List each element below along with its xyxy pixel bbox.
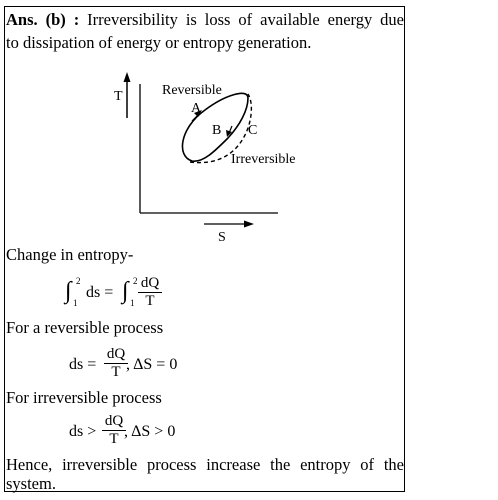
point-a-label: A xyxy=(191,101,202,116)
eq1-left: ds = xyxy=(86,284,114,301)
eq1-denominator: T xyxy=(138,292,162,310)
eq2-left: ds = xyxy=(69,356,97,373)
eq2-right: , ΔS = 0 xyxy=(126,356,178,373)
integral-1-upper: 2 xyxy=(76,276,81,286)
eq2-numerator: dQ xyxy=(106,346,126,362)
eq3-right: , ΔS > 0 xyxy=(124,423,176,440)
answer-prefix: Ans. (b) : xyxy=(6,10,80,29)
integral-2-lower: 1 xyxy=(130,298,135,308)
integral-2-upper: 2 xyxy=(133,276,138,286)
point-b-label: B xyxy=(212,123,222,138)
eq3-fraction xyxy=(102,413,126,448)
x-axis-label: S xyxy=(218,230,226,245)
change-in-entropy-heading: Change in entropy- xyxy=(6,245,134,264)
eq2-fraction xyxy=(104,346,128,381)
integral-sign-1: ∫ xyxy=(65,278,72,304)
reversible-heading: For a reversible process xyxy=(6,318,164,337)
point-c-label: C xyxy=(248,123,258,138)
integral-sign-2: ∫ xyxy=(122,278,129,304)
eq3-numerator: dQ xyxy=(104,413,124,429)
eq3-left: ds > xyxy=(69,423,97,440)
reversible-label: Reversible xyxy=(162,83,222,98)
irreversible-heading: For irreversible process xyxy=(6,388,162,407)
eq3-denominator: T xyxy=(102,430,126,448)
eq1-fraction xyxy=(138,275,162,310)
answer-line-2: to dissipation of energy or entropy generation. xyxy=(6,33,312,52)
answer-line-1-text: Irreversibility is loss of available energy due xyxy=(87,10,404,29)
eq1-numerator: dQ xyxy=(140,275,160,291)
integral-1-lower: 1 xyxy=(73,298,78,308)
conclusion-line-2: system. xyxy=(6,474,56,493)
eq2-denominator: T xyxy=(104,363,128,381)
conclusion-line-1: Hence, irreversible process increase the entropy of the xyxy=(6,455,404,474)
irreversible-label: Irreversible xyxy=(231,152,296,167)
y-axis-label: T xyxy=(114,89,123,104)
